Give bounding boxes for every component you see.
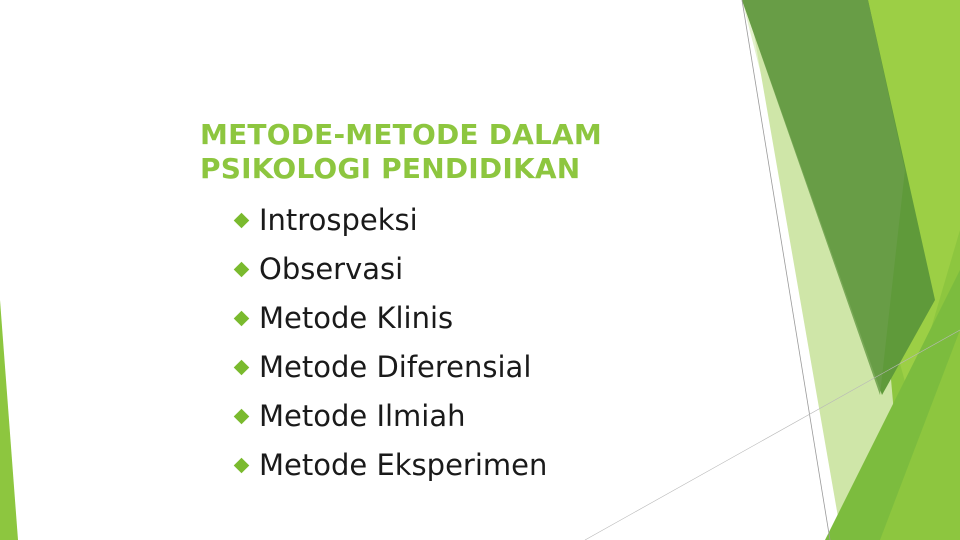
bullet-item-metode-ilmiah [232, 392, 547, 441]
bullet-item-metode-diferensial [232, 343, 547, 392]
diamond-bullet-icon [234, 213, 250, 229]
diamond-bullet-icon [234, 311, 250, 327]
diamond-bullet-icon [234, 458, 250, 474]
bullet-item-observasi [232, 245, 547, 294]
diamond-bullet-icon [234, 409, 250, 425]
diamond-bullet-icon [234, 360, 250, 376]
bullet-text: Observasi [259, 252, 404, 286]
bullet-text: Metode Ilmiah [259, 399, 466, 433]
title-line-1: METODE-METODE DALAM [200, 118, 602, 151]
bullet-text: Introspeksi [259, 203, 418, 237]
bullet-item-metode-klinis [232, 294, 547, 343]
bullet-list [232, 196, 547, 490]
slide-title [200, 118, 760, 186]
bullet-item-introspeksi [232, 196, 547, 245]
title-line-2: PSIKOLOGI PENDIDIKAN [200, 152, 581, 185]
bullet-text: Metode Eksperimen [259, 448, 548, 482]
bullet-text: Metode Klinis [259, 301, 454, 335]
diamond-bullet-icon [234, 262, 250, 278]
bullet-text: Metode Diferensial [259, 350, 532, 384]
bullet-item-metode-eksperimen [232, 441, 547, 490]
left-edge-shape [0, 300, 18, 540]
